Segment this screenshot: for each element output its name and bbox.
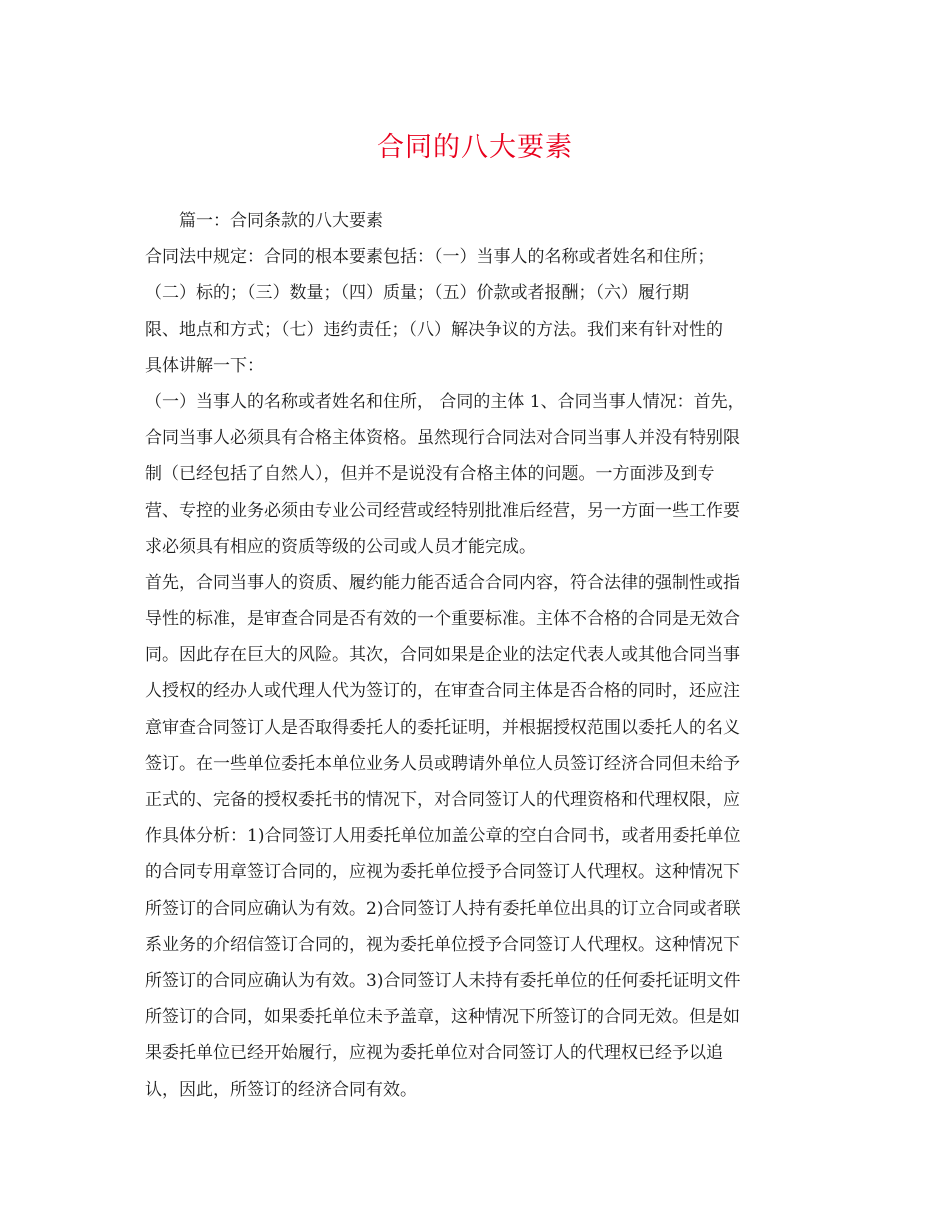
text-line: 具体讲解一下： xyxy=(145,355,264,376)
document-title: 合同的八大要素 xyxy=(377,132,573,163)
text-line: 所签订的合同应确认为有效。3)合同签订人未持有委托单位的任何委托证明文件 xyxy=(145,970,741,991)
text-line: 求必须具有相应的资质等级的公司或人员才能完成。 xyxy=(145,536,536,557)
text-line: 果委托单位已经开始履行，应视为委托单位对合同签订人的代理权已经予以追 xyxy=(145,1043,723,1064)
text-line: 首先，合同当事人的资质、履约能力能否适合合同内容，符合法律的强制性或指 xyxy=(145,572,740,593)
text-line: 合同当事人必须具有合格主体资格。虽然现行合同法对合同当事人并没有特别限 xyxy=(145,428,740,449)
text-line: 签订。在一些单位委托本单位业务人员或聘请外单位人员签订经济合同但未给予 xyxy=(145,753,740,774)
text-line: 认，因此，所签订的经济合同有效。 xyxy=(145,1079,417,1100)
text-line: 制（已经包括了自然人），但并不是说没有合格主体的问题。一方面涉及到专 xyxy=(145,464,715,485)
text-line: （一）当事人的名称或者姓名和住所， 合同的主体 1、合同当事人情况：首先， xyxy=(145,391,745,412)
text-line: （二）标的；（三）数量；（四）质量；（五）价款或者报酬；（六）履行期 xyxy=(145,283,689,304)
text-line: 合同法中规定：合同的根本要素包括：（一）当事人的名称或者姓名和住所； xyxy=(145,247,715,268)
document-body xyxy=(145,203,805,1108)
text-line: 系业务的介绍信签订合同的，视为委托单位授予合同签订人代理权。这种情况下 xyxy=(145,934,740,955)
text-line: 人授权的经办人或代理人代为签订的，在审查合同主体是否合格的同时，还应注 xyxy=(145,681,740,702)
text-line: 所签订的合同，如果委托单位未予盖章，这种情况下所签订的合同无效。但是如 xyxy=(145,1007,740,1028)
text-line: 正式的、完备的授权委托书的情况下，对合同签订人的代理资格和代理权限，应 xyxy=(145,790,740,810)
text-line: 营、专控的业务必须由专业公司经营或经特别批准后经营，另一方面一些工作要 xyxy=(145,500,740,521)
text-line: 意审查合同签订人是否取得委托人的委托证明，并根据授权范围以委托人的名义 xyxy=(145,717,740,738)
text-line: 限、地点和方式；（七）违约责任；（八）解决争议的方法。我们来有针对性的 xyxy=(145,319,723,340)
section-heading: 篇一：合同条款的八大要素 xyxy=(179,211,383,231)
text-line: 所签订的合同应确认为有效。2)合同签订人持有委托单位出具的订立合同或者联 xyxy=(145,898,741,919)
text-line: 作具体分析：1)合同签订人用委托单位加盖公章的空白合同书，或者用委托单位 xyxy=(145,826,741,847)
text-line: 同。因此存在巨大的风险。其次，合同如果是企业的法定代表人或其他合同当事 xyxy=(145,645,740,666)
text-line: 的合同专用章签订合同的，应视为委托单位授予合同签订人代理权。这种情况下 xyxy=(145,862,740,883)
text-line: 导性的标准，是审查合同是否有效的一个重要标准。主体不合格的合同是无效合 xyxy=(145,609,740,630)
